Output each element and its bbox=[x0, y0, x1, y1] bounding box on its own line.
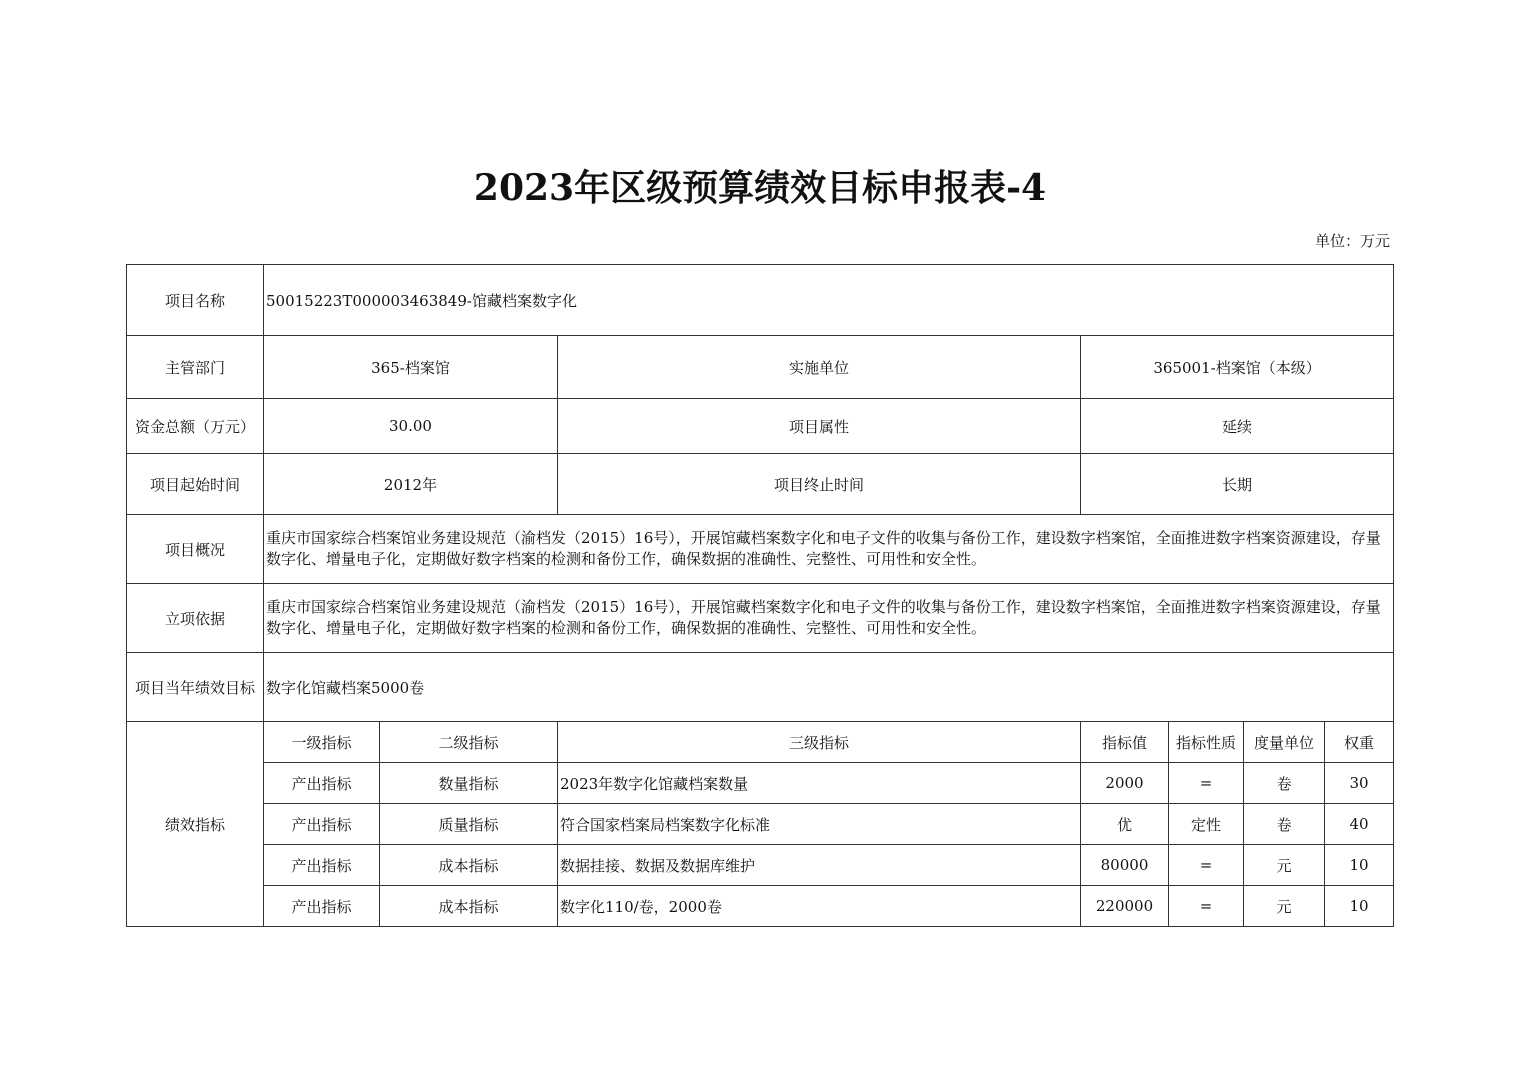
level3-cell: 数据挂接、数据及数据库维护 bbox=[558, 845, 1081, 886]
project-attr-value: 延续 bbox=[1081, 399, 1394, 454]
nature-cell: = bbox=[1169, 845, 1244, 886]
level3-cell: 符合国家档案局档案数字化标准 bbox=[558, 804, 1081, 845]
end-time-value: 长期 bbox=[1081, 454, 1394, 515]
header-nature: 指标性质 bbox=[1169, 722, 1244, 763]
start-time-value: 2012年 bbox=[264, 454, 558, 515]
table-row bbox=[127, 845, 1394, 886]
table-row bbox=[127, 804, 1394, 845]
fund-value: 30.00 bbox=[264, 399, 558, 454]
weight-cell: 30 bbox=[1325, 763, 1394, 804]
basis-value: 重庆市国家综合档案馆业务建设规范（渝档发（2015）16号），开展馆藏档案数字化和电子文件的收集与备份工作，建设数字档案馆，全面推进数字档案资源建设，存量数字化、增量电子化，定期做好数字档案的检测和备份工作，确保数据的准确性、完整性、可用性和安全性。 bbox=[264, 584, 1394, 653]
impl-unit-value: 365001-档案馆（本级） bbox=[1081, 336, 1394, 399]
project-attr-label: 项目属性 bbox=[558, 399, 1081, 454]
header-level3: 三级指标 bbox=[558, 722, 1081, 763]
overview-value: 重庆市国家综合档案馆业务建设规范（渝档发（2015）16号），开展馆藏档案数字化和电子文件的收集与备份工作，建设数字档案馆，全面推进数字档案资源建设，存量数字化、增量电子化，定期做好数字档案的检测和备份工作，确保数据的准确性、完整性、可用性和安全性。 bbox=[264, 515, 1394, 584]
end-time-label: 项目终止时间 bbox=[558, 454, 1081, 515]
level1-cell: 产出指标 bbox=[264, 763, 380, 804]
level2-cell: 数量指标 bbox=[380, 763, 558, 804]
weight-cell: 10 bbox=[1325, 845, 1394, 886]
value-cell: 220000 bbox=[1081, 886, 1169, 927]
overview-label: 项目概况 bbox=[127, 515, 264, 584]
unit-cell: 卷 bbox=[1244, 804, 1325, 845]
unit-label: 单位：万元 bbox=[1314, 232, 1390, 250]
dept-label: 主管部门 bbox=[127, 336, 264, 399]
level2-cell: 质量指标 bbox=[380, 804, 558, 845]
value-cell: 2000 bbox=[1081, 763, 1169, 804]
level2-cell: 成本指标 bbox=[380, 845, 558, 886]
budget-table bbox=[126, 264, 1394, 927]
header-level1: 一级指标 bbox=[264, 722, 380, 763]
unit-cell: 元 bbox=[1244, 845, 1325, 886]
nature-cell: = bbox=[1169, 763, 1244, 804]
value-cell: 优 bbox=[1081, 804, 1169, 845]
start-time-label: 项目起始时间 bbox=[127, 454, 264, 515]
weight-cell: 10 bbox=[1325, 886, 1394, 927]
level2-cell: 成本指标 bbox=[380, 886, 558, 927]
header-level2: 二级指标 bbox=[380, 722, 558, 763]
indicators-label: 绩效指标 bbox=[127, 722, 264, 927]
project-name-label: 项目名称 bbox=[127, 265, 264, 336]
goal-label: 项目当年绩效目标 bbox=[127, 653, 264, 722]
table-row bbox=[127, 763, 1394, 804]
header-unit: 度量单位 bbox=[1244, 722, 1325, 763]
nature-cell: = bbox=[1169, 886, 1244, 927]
table-row bbox=[127, 886, 1394, 927]
basis-label: 立项依据 bbox=[127, 584, 264, 653]
header-weight: 权重 bbox=[1325, 722, 1394, 763]
level3-cell: 2023年数字化馆藏档案数量 bbox=[558, 763, 1081, 804]
dept-value: 365-档案馆 bbox=[264, 336, 558, 399]
unit-cell: 卷 bbox=[1244, 763, 1325, 804]
header-value: 指标值 bbox=[1081, 722, 1169, 763]
unit-cell: 元 bbox=[1244, 886, 1325, 927]
level1-cell: 产出指标 bbox=[264, 845, 380, 886]
impl-unit-label: 实施单位 bbox=[558, 336, 1081, 399]
level1-cell: 产出指标 bbox=[264, 804, 380, 845]
page-title: 2023年区级预算绩效目标申报表-4 bbox=[473, 167, 1047, 209]
weight-cell: 40 bbox=[1325, 804, 1394, 845]
goal-value: 数字化馆藏档案5000卷 bbox=[264, 653, 1394, 722]
fund-label: 资金总额（万元） bbox=[127, 399, 264, 454]
project-name-value: 50015223T000003463849-馆藏档案数字化 bbox=[264, 265, 1394, 336]
value-cell: 80000 bbox=[1081, 845, 1169, 886]
level1-cell: 产出指标 bbox=[264, 886, 380, 927]
nature-cell: 定性 bbox=[1169, 804, 1244, 845]
level3-cell: 数字化110/卷，2000卷 bbox=[558, 886, 1081, 927]
